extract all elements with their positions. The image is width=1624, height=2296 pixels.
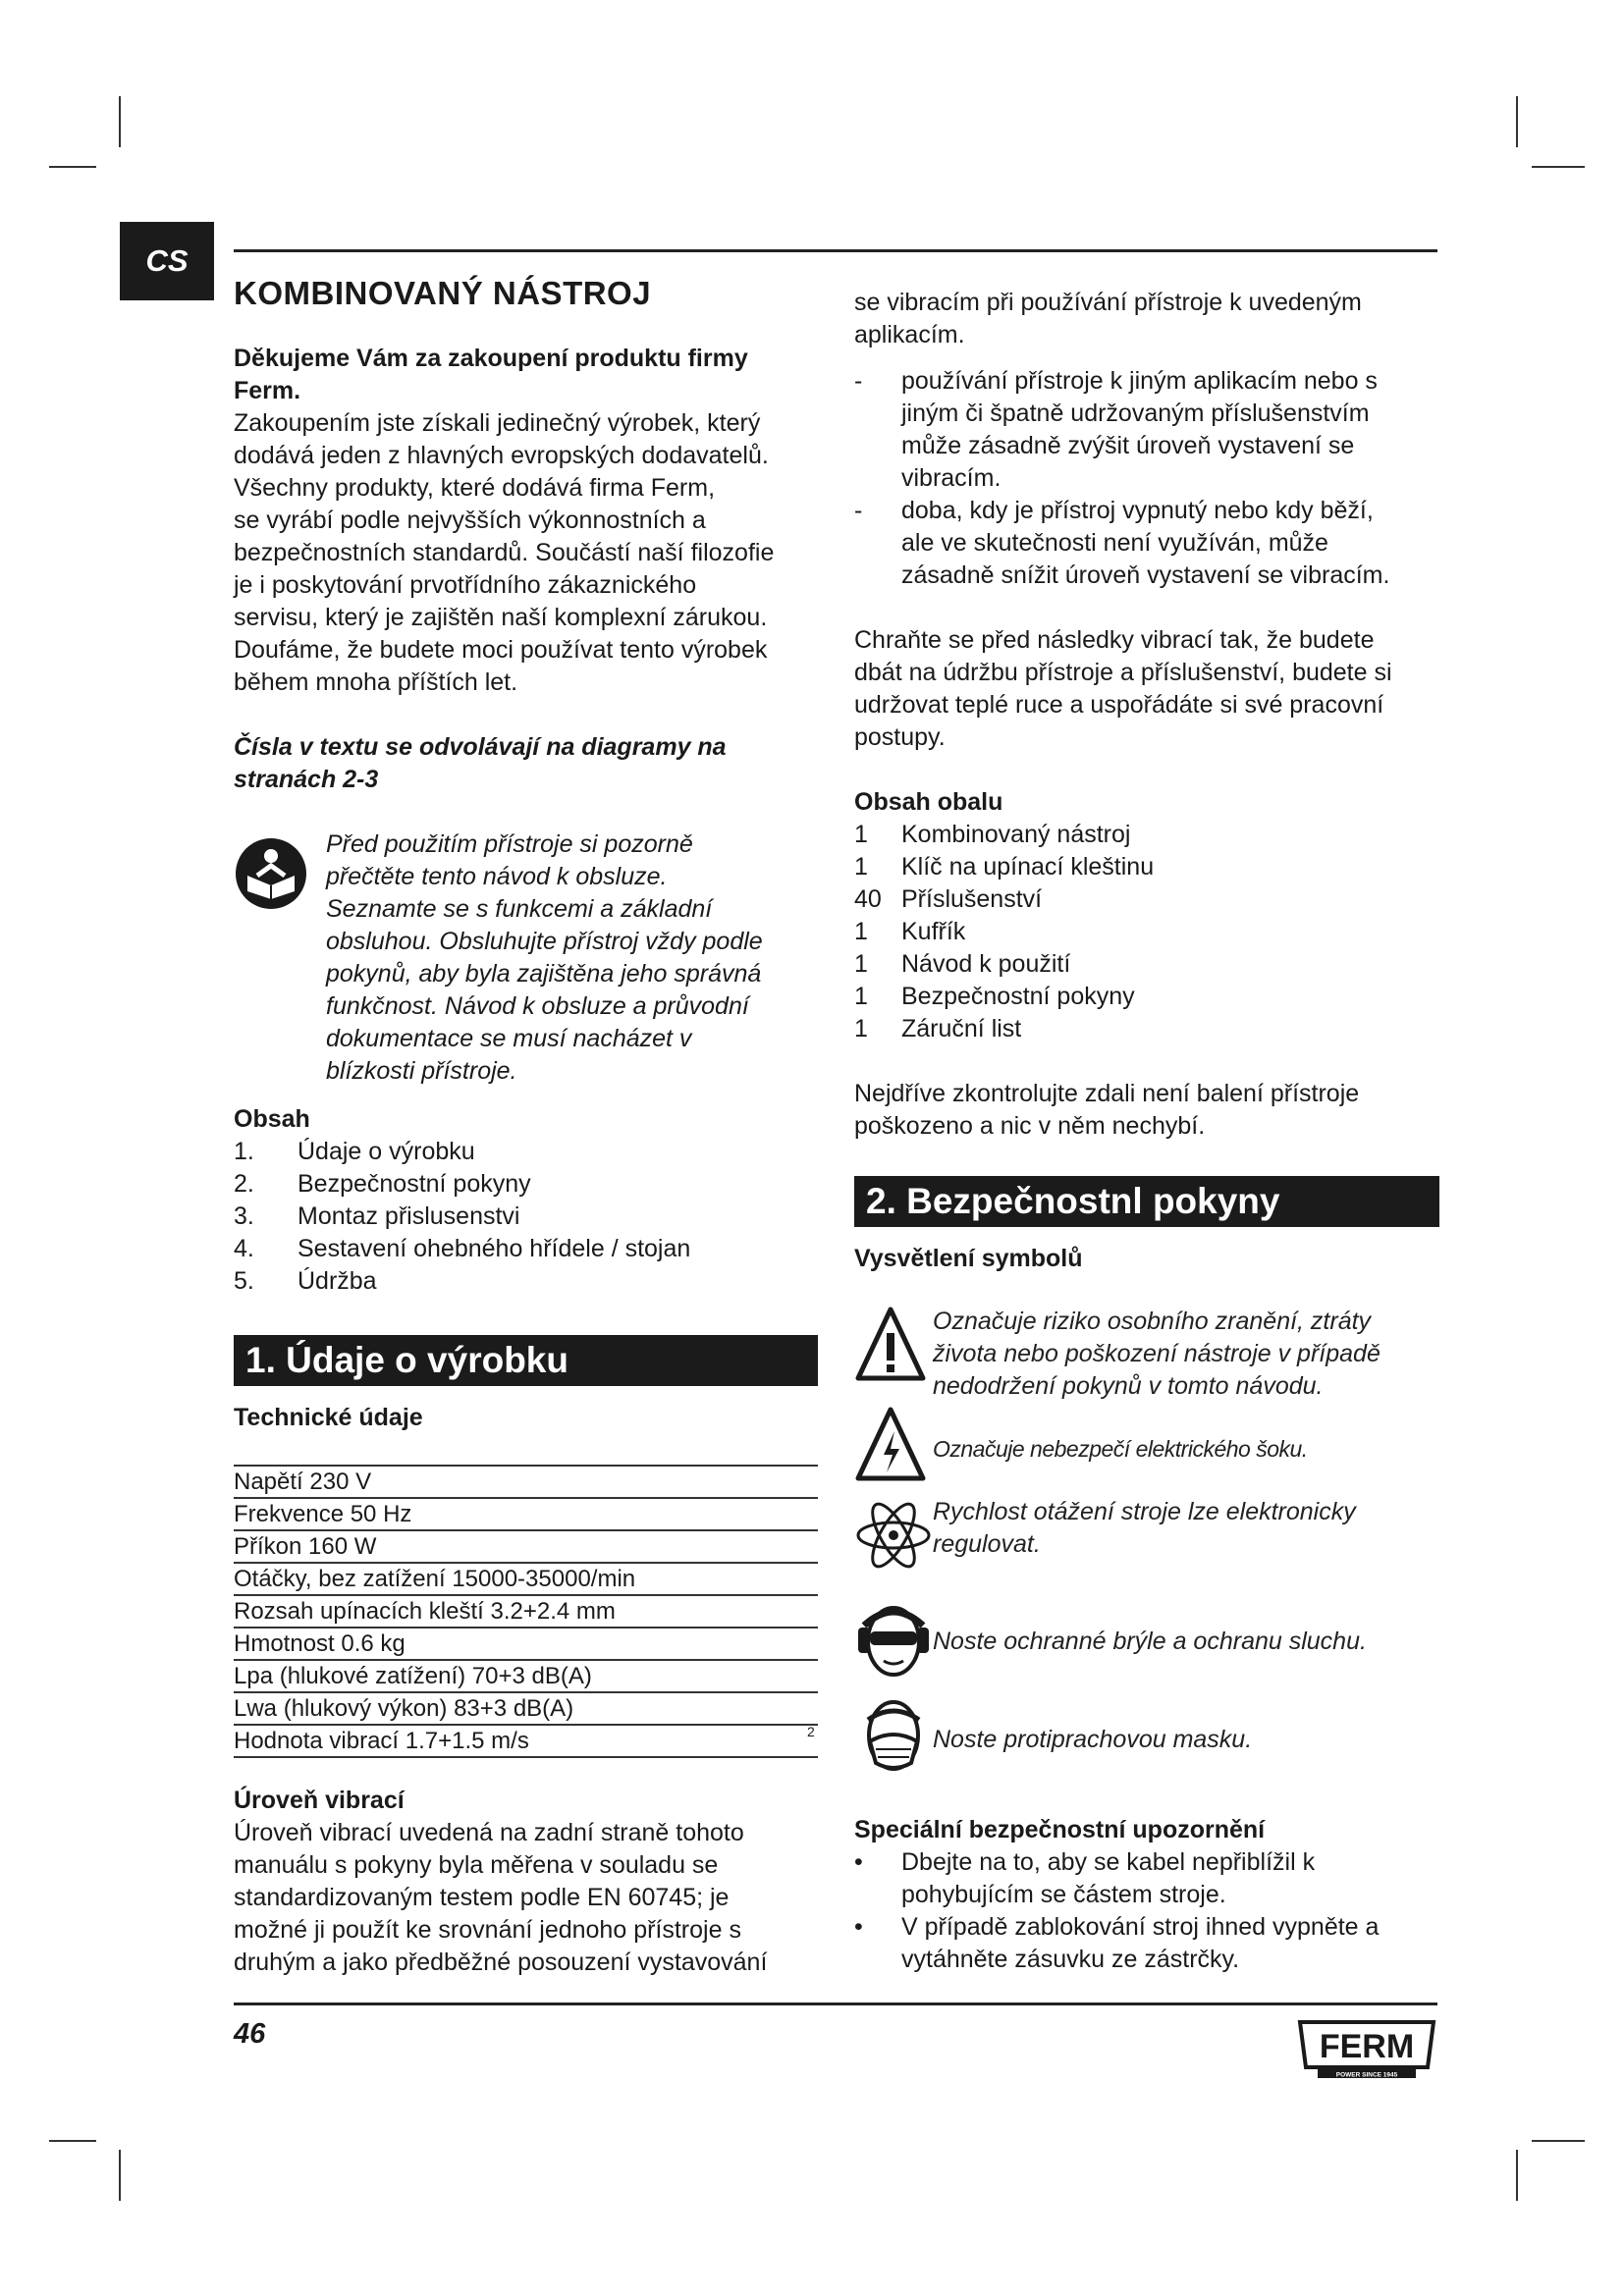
crop-mark bbox=[49, 2140, 96, 2142]
item-quantity: 1 bbox=[854, 918, 868, 945]
manual-note bbox=[234, 828, 820, 1088]
text-line: života nebo poškození nástroje v případě bbox=[933, 1340, 1380, 1367]
thanks-line: Děkujeme Vám za zakoupení produktu firmy bbox=[234, 345, 748, 372]
spec-row: Lwa (hlukový výkon) 83+3 dB(A) bbox=[234, 1693, 818, 1726]
list-item bbox=[854, 916, 1440, 948]
text-line: dbát na údržbu přístroje a příslušenství, budete si bbox=[854, 659, 1392, 686]
list-item: - doba, kdy je přístroj vypnutý nebo kdy běží, ale ve skutečnosti není využíván, může zásadně snížit úroveň vystavení se vibracím. bbox=[854, 495, 1440, 592]
crop-mark bbox=[1532, 166, 1585, 168]
text-line: Úroveň vibrací uvedená na zadní straně tohoto bbox=[234, 1819, 744, 1846]
text-line: ale ve skutečnosti není využíván, může bbox=[901, 529, 1328, 557]
list-item: • V případě zablokování stroj ihned vypněte a vytáhněte zásuvku ze zástrčky. bbox=[854, 1911, 1440, 1976]
logo-tagline: POWER SINCE 1945 bbox=[1335, 2071, 1398, 2079]
item-number: 4. bbox=[234, 1235, 254, 1262]
goggles-ear-protection-icon bbox=[854, 1602, 933, 1685]
special-heading: Speciální bezpečnostní upozornění bbox=[854, 1816, 1266, 1843]
item-quantity: 1 bbox=[854, 1015, 868, 1042]
text-line: Před použitím přístroje si pozorně bbox=[326, 830, 693, 858]
list-item bbox=[854, 883, 1440, 916]
text-line: blízkosti přístroje. bbox=[326, 1057, 517, 1085]
text-line: dokumentace se musí nacházet v bbox=[326, 1025, 692, 1052]
item-label: Montaz přislusenstvi bbox=[298, 1202, 520, 1230]
crop-mark bbox=[1516, 2150, 1518, 2201]
text-line: může zásadně zvýšit úroveň vystavení se bbox=[901, 432, 1355, 459]
text-line: nedodržení pokynů v tomto návodu. bbox=[933, 1372, 1324, 1400]
text-line: se vyrábí podle nejvyšších výkonnostních a bbox=[234, 507, 706, 534]
text-line: bezpečnostních standardů. Součástí naší filozofie bbox=[234, 539, 775, 566]
spec-row: Frekvence 50 Hz bbox=[234, 1499, 818, 1531]
item-quantity: 1 bbox=[854, 983, 868, 1010]
right-column bbox=[854, 287, 1440, 1143]
text-line: doba, kdy je přístroj vypnutý nebo kdy běží, bbox=[901, 497, 1374, 524]
spec-superscript: 2 bbox=[807, 1724, 815, 1739]
list-item bbox=[234, 1265, 820, 1298]
text-line: Noste protiprachovou masku. bbox=[933, 1726, 1253, 1753]
item-label: Záruční list bbox=[901, 1015, 1022, 1042]
diagram-note: stranách 2-3 bbox=[234, 766, 379, 793]
text-line: Noste ochranné brýle a ochranu sluchu. bbox=[933, 1628, 1367, 1655]
text-line: během mnoha příštích let. bbox=[234, 668, 518, 696]
bullet-list bbox=[854, 1846, 1440, 1976]
text-line: udržovat teplé ruce a uspořádáte si své pracovní bbox=[854, 691, 1384, 719]
text-line: jiným či špatně udržovaným příslušenstvím bbox=[901, 400, 1370, 427]
footer-rule bbox=[234, 2002, 1437, 2005]
tech-heading: Technické údaje bbox=[234, 1404, 423, 1431]
text-line: aplikacím. bbox=[854, 321, 965, 348]
item-label: Kufřík bbox=[901, 918, 966, 945]
text-line: dodává jeden z hlavných evropských dodavatelů. bbox=[234, 442, 769, 469]
text-line: Nejdříve zkontrolujte zdali není balení přístroje bbox=[854, 1080, 1360, 1107]
text-line: se vibracím při používání přístroje k uvedeným bbox=[854, 289, 1362, 316]
spec-row: Otáčky, bez zatížení 15000-35000/min bbox=[234, 1564, 818, 1596]
vibration-section bbox=[234, 1785, 820, 1979]
text-line: možné ji použít ke srovnání jednoho přístroje s bbox=[234, 1916, 741, 1944]
text-line: standardizovaným testem podle EN 60745; je bbox=[234, 1884, 730, 1911]
contents-list bbox=[234, 1136, 820, 1298]
list-item bbox=[854, 851, 1440, 883]
symbol-row bbox=[854, 1406, 1443, 1489]
text-line: Všechny produkty, které dodává firma Ferm, bbox=[234, 474, 716, 502]
symbols-heading: Vysvětlení symbolů bbox=[854, 1245, 1083, 1272]
list-item bbox=[234, 1201, 820, 1233]
item-label: Údržba bbox=[298, 1267, 377, 1295]
package-list bbox=[854, 819, 1440, 1045]
spec-row: Rozsah upínacích kleští 3.2+2.4 mm bbox=[234, 1596, 818, 1629]
item-quantity: 1 bbox=[854, 821, 868, 848]
warning-triangle-icon bbox=[854, 1306, 933, 1403]
item-number: 2. bbox=[234, 1170, 254, 1198]
item-quantity: 1 bbox=[854, 950, 868, 978]
text-line: Označuje nebezpečí elektrického šoku. bbox=[933, 1436, 1308, 1462]
dust-mask-icon bbox=[854, 1698, 933, 1782]
list-item bbox=[854, 948, 1440, 981]
section-heading: 2. Bezpečnostnl pokyny bbox=[854, 1176, 1439, 1227]
special-safety-section bbox=[854, 1814, 1440, 1976]
text-line: Chraňte se před následky vibrací tak, že budete bbox=[854, 626, 1375, 654]
list-item: • Dbejte na to, aby se kabel nepřiblížil k pohybujícím se částem stroje. bbox=[854, 1846, 1440, 1911]
text-line: Doufáme, že budete moci používat tento výrobek bbox=[234, 636, 768, 664]
diagram-note: Čísla v textu se odvolávají na diagramy na bbox=[234, 733, 727, 761]
text-line: Rychlost otážení stroje lze elektronicky bbox=[933, 1498, 1356, 1525]
symbol-row bbox=[854, 1306, 1443, 1403]
spec-row: Hodnota vibrací 1.7+1.5 m/s bbox=[234, 1726, 818, 1758]
electric-shock-icon bbox=[854, 1406, 933, 1489]
left-column bbox=[234, 277, 820, 1298]
read-manual-icon bbox=[234, 828, 326, 1088]
spec-row: Příkon 160 W bbox=[234, 1531, 818, 1564]
text-line: Dbejte na to, aby se kabel nepřiblížil k bbox=[901, 1848, 1316, 1876]
item-label: Bezpečnostní pokyny bbox=[901, 983, 1135, 1010]
text-line: servisu, který je zajištěn naší komplexní zárukou. bbox=[234, 604, 768, 631]
symbol-row bbox=[854, 1698, 1443, 1782]
crop-mark bbox=[1532, 2140, 1585, 2142]
crop-mark bbox=[119, 2150, 121, 2201]
logo-text: FERM bbox=[1319, 2028, 1415, 2065]
list-item bbox=[854, 1013, 1440, 1045]
vibration-heading: Úroveň vibrací bbox=[234, 1787, 405, 1814]
symbol-row bbox=[854, 1602, 1443, 1685]
text-line: Označuje riziko osobního zranění, ztráty bbox=[933, 1308, 1372, 1335]
text-line: pohybujícím se částem stroje. bbox=[901, 1881, 1226, 1908]
item-label: Sestavení ohebného hřídele / stojan bbox=[298, 1235, 691, 1262]
text-line: zásadně snížit úroveň vystavení se vibracím. bbox=[901, 561, 1390, 589]
text-line: funkčnost. Návod k obsluze a průvodní bbox=[326, 992, 749, 1020]
electronic-speed-icon bbox=[854, 1496, 933, 1579]
spec-row: Napětí 230 V bbox=[234, 1467, 818, 1499]
crop-mark bbox=[119, 96, 121, 147]
text-line: je i poskytování prvotřídního zákaznického bbox=[234, 571, 697, 599]
list-item bbox=[234, 1233, 820, 1265]
section-heading: 1. Údaje o výrobku bbox=[234, 1335, 818, 1386]
item-number: 3. bbox=[234, 1202, 254, 1230]
list-item bbox=[234, 1168, 820, 1201]
item-number: 1. bbox=[234, 1138, 254, 1165]
crop-mark bbox=[1516, 96, 1518, 147]
text-line: manuálu s pokyny byla měřena v souladu se bbox=[234, 1851, 719, 1879]
item-label: Údaje o výrobku bbox=[298, 1138, 475, 1165]
list-item: - používání přístroje k jiným aplikacím nebo s jiným či špatně udržovaným příslušenstvím může zásadně zvýšit úroveň vystavení se vibracím. bbox=[854, 365, 1440, 495]
text-line: V případě zablokování stroj ihned vypněte a bbox=[901, 1913, 1380, 1941]
item-label: Kombinovaný nástroj bbox=[901, 821, 1131, 848]
text-line: Zakoupením jste získali jedinečný výrobek, který bbox=[234, 409, 761, 437]
text-line: přečtěte tento návod k obsluze. bbox=[326, 863, 668, 890]
text-line: vytáhněte zásuvku ze zástrčky. bbox=[901, 1946, 1240, 1973]
item-quantity: 1 bbox=[854, 853, 868, 881]
dash-list bbox=[854, 365, 1440, 592]
item-quantity: 40 bbox=[854, 885, 882, 913]
item-number: 5. bbox=[234, 1267, 254, 1295]
text-line: postupy. bbox=[854, 723, 946, 751]
text-line: druhým a jako předběžné posouzení vystavování bbox=[234, 1949, 768, 1976]
intro-paragraph bbox=[234, 407, 820, 699]
text-line: Seznamte se s funkcemi a základní bbox=[326, 895, 713, 923]
language-tab: CS bbox=[120, 222, 214, 300]
text-line: pokynů, aby byla zajištěna jeho správná bbox=[326, 960, 762, 988]
item-label: Bezpečnostní pokyny bbox=[298, 1170, 531, 1198]
contents-heading: Obsah bbox=[234, 1105, 310, 1133]
text-line: regulovat. bbox=[933, 1530, 1041, 1558]
page-number: 46 bbox=[234, 2018, 266, 2050]
spec-row: Hmotnost 0.6 kg bbox=[234, 1629, 818, 1661]
item-label: Návod k použití bbox=[901, 950, 1071, 978]
crop-mark bbox=[49, 166, 96, 168]
item-label: Příslušenství bbox=[901, 885, 1043, 913]
package-heading: Obsah obalu bbox=[854, 788, 1003, 816]
item-label: Klíč na upínací kleštinu bbox=[901, 853, 1155, 881]
list-item bbox=[854, 819, 1440, 851]
symbol-row bbox=[854, 1496, 1443, 1579]
list-item bbox=[234, 1136, 820, 1168]
page-title: KOMBINOVANÝ NÁSTROJ bbox=[234, 275, 652, 311]
ferm-logo bbox=[1294, 2018, 1439, 2079]
text-line: poškozeno a nic v něm nechybí. bbox=[854, 1112, 1206, 1140]
spec-row: Lpa (hlukové zatížení) 70+3 dB(A) bbox=[234, 1661, 818, 1693]
text-line: vibracím. bbox=[901, 464, 1001, 492]
thanks-line: Ferm. bbox=[234, 377, 301, 404]
text-line: obsluhou. Obsluhujte přístroj vždy podle bbox=[326, 928, 763, 955]
text-line: používání přístroje k jiným aplikacím nebo s bbox=[901, 367, 1378, 395]
list-item bbox=[854, 981, 1440, 1013]
header-rule bbox=[234, 249, 1437, 252]
